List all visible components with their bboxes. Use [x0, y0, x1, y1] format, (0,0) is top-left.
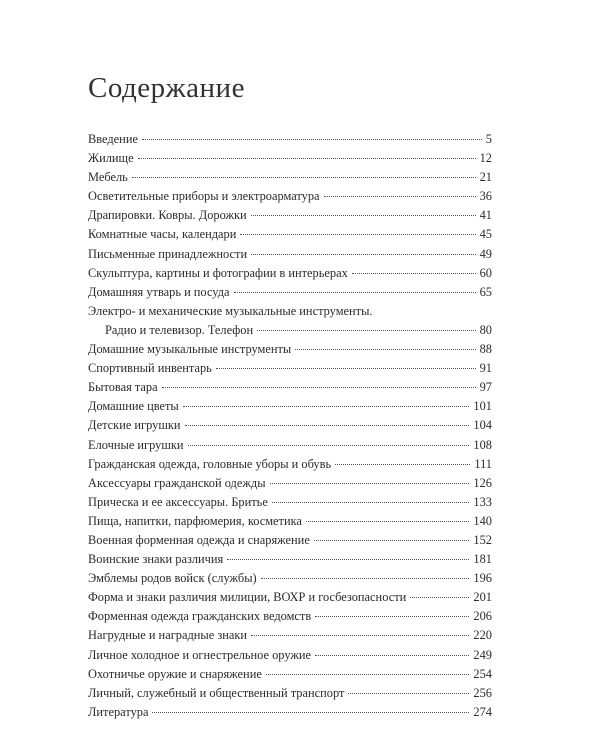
dot-leader	[162, 387, 476, 388]
toc-entry-page: 36	[479, 189, 492, 204]
toc-entry-page: 101	[473, 399, 492, 414]
dot-leader	[138, 158, 476, 159]
toc-entry-page: 91	[479, 361, 492, 376]
toc-entry-label: Военная форменная одежда и снаряжение	[88, 532, 310, 547]
toc-entry-page: 206	[473, 609, 492, 624]
toc-entry[interactable]	[88, 225, 492, 244]
toc-entry-label: Осветительные приборы и электроарматура	[88, 189, 320, 204]
toc-entry-label: Аксессуары гражданской одежды	[88, 475, 266, 490]
toc-entry-page: 220	[473, 628, 492, 643]
toc-entry-label: Пища, напитки, парфюмерия, косметика	[88, 513, 302, 528]
toc-entry-label: Прическа и ее аксессуары. Бритье	[88, 494, 268, 509]
dot-leader	[251, 635, 469, 636]
dot-leader	[314, 540, 470, 541]
dot-leader	[324, 196, 476, 197]
toc-entry-page: 97	[479, 380, 492, 395]
toc-entry-page: 60	[479, 265, 492, 280]
toc-entry[interactable]	[88, 397, 492, 416]
toc-entry-page: 65	[479, 284, 492, 299]
toc-entry-page: 140	[473, 513, 492, 528]
dot-leader	[257, 330, 475, 331]
table-of-contents	[88, 130, 492, 722]
toc-entry-label: Письменные принадлежности	[88, 246, 248, 261]
toc-entry-label: Бытовая тара	[88, 380, 158, 395]
toc-entry-label: Спортивный инвентарь	[88, 361, 212, 376]
toc-entry-label-line1: Электро- и механические музыкальные инструменты.	[88, 303, 373, 318]
toc-entry[interactable]	[88, 302, 492, 340]
toc-entry-page: 249	[473, 647, 492, 662]
toc-entry-page: 181	[473, 552, 492, 567]
dot-leader	[240, 234, 475, 235]
toc-entry-page: 126	[473, 475, 492, 490]
toc-entry-page: 196	[473, 571, 492, 586]
toc-entry-page: 45	[479, 227, 492, 242]
toc-entry[interactable]	[88, 512, 492, 531]
toc-entry[interactable]	[88, 646, 492, 665]
toc-entry[interactable]	[88, 569, 492, 588]
dot-leader	[348, 693, 469, 694]
dot-leader	[216, 368, 476, 369]
toc-entry[interactable]	[88, 550, 492, 569]
toc-entry[interactable]	[88, 283, 492, 302]
toc-entry-label: Драпировки. Ковры. Дорожки	[88, 208, 247, 223]
toc-entry-label: Личное холодное и огнестрельное оружие	[88, 647, 312, 662]
toc-entry[interactable]	[88, 206, 492, 225]
toc-entry-label: Нагрудные и наградные знаки	[88, 628, 248, 643]
toc-entry-page: 49	[479, 246, 492, 261]
toc-entry-label: Форменная одежда гражданских ведомств	[88, 609, 312, 624]
toc-entry-label: Литература	[88, 704, 149, 719]
toc-entry-page: 104	[473, 418, 492, 433]
dot-leader	[251, 254, 476, 255]
dot-leader	[185, 425, 470, 426]
dot-leader	[306, 521, 469, 522]
toc-entry-page: 21	[479, 170, 492, 185]
toc-entry-label: Личный, служебный и общественный транспорт	[88, 685, 345, 700]
toc-entry-label-line2: Радио и телевизор. Телефон	[105, 322, 254, 337]
toc-entry-page: 256	[473, 685, 492, 700]
toc-entry[interactable]	[88, 474, 492, 493]
toc-entry-label: Скульптура, картины и фотографии в интерьерах	[88, 265, 348, 280]
toc-entry[interactable]	[88, 684, 492, 703]
toc-entry-page: 152	[473, 532, 492, 547]
toc-entry-page: 88	[479, 342, 492, 357]
toc-entry-label: Жилище	[88, 151, 134, 166]
dot-leader	[272, 502, 470, 503]
toc-entry-label: Охотничье оружие и снаряжение	[88, 666, 262, 681]
toc-entry[interactable]	[88, 703, 492, 722]
toc-entry-label: Мебель	[88, 170, 128, 185]
dot-leader	[352, 273, 476, 274]
toc-entry-label: Введение	[88, 132, 138, 146]
toc-entry-label: Детские игрушки	[88, 418, 181, 433]
dot-leader	[183, 406, 470, 407]
dot-leader	[410, 597, 469, 598]
toc-entry[interactable]	[88, 378, 492, 397]
toc-entry[interactable]	[88, 340, 492, 359]
toc-entry[interactable]	[88, 436, 492, 455]
toc-entry[interactable]	[88, 149, 492, 168]
dot-leader	[266, 674, 470, 675]
dot-leader	[261, 578, 470, 579]
toc-entry-label: Домашние цветы	[88, 399, 179, 414]
toc-entry-label: Гражданская одежда, головные уборы и обувь	[88, 456, 332, 471]
toc-entry[interactable]	[88, 187, 492, 206]
toc-entry-page: 108	[473, 437, 492, 452]
dot-leader	[152, 712, 469, 713]
page-title: Содержание	[88, 72, 245, 104]
toc-entry-page: 41	[479, 208, 492, 223]
toc-entry[interactable]	[88, 665, 492, 684]
toc-entry-page: 5	[485, 132, 492, 146]
toc-entry-label: Домашние музыкальные инструменты	[88, 342, 292, 357]
toc-entry[interactable]	[88, 264, 492, 283]
toc-entry-page: 12	[479, 151, 492, 166]
dot-leader	[227, 559, 469, 560]
toc-entry[interactable]	[88, 626, 492, 645]
dot-leader	[188, 445, 470, 446]
toc-entry-label: Комнатные часы, календари	[88, 227, 237, 242]
toc-entry[interactable]	[88, 416, 492, 435]
toc-entry-label: Воинские знаки различия	[88, 552, 224, 567]
toc-entry-label: Домашняя утварь и посуда	[88, 284, 230, 299]
toc-entry-page: 274	[473, 704, 492, 719]
toc-entry[interactable]	[88, 588, 492, 607]
toc-entry[interactable]	[88, 359, 492, 378]
dot-leader	[142, 139, 482, 140]
toc-entry[interactable]	[88, 245, 492, 264]
toc-entry-label: Эмблемы родов войск (службы)	[88, 571, 257, 586]
toc-entry[interactable]	[88, 493, 492, 512]
toc-entry-label: Форма и знаки различия милиции, ВОХР и госбезопасности	[88, 590, 407, 605]
toc-entry[interactable]	[88, 531, 492, 550]
dot-leader	[315, 616, 469, 617]
toc-entry-page: 254	[473, 666, 492, 681]
toc-entry-page: 201	[473, 590, 492, 605]
toc-entry-label: Елочные игрушки	[88, 437, 184, 452]
dot-leader	[335, 464, 470, 465]
dot-leader	[270, 483, 470, 484]
dot-leader	[251, 215, 476, 216]
dot-leader	[234, 292, 476, 293]
dot-leader	[132, 177, 476, 178]
toc-entry-page: 111	[474, 456, 492, 471]
toc-entry[interactable]	[88, 168, 492, 187]
toc-entry-page: 80	[479, 322, 492, 337]
dot-leader	[315, 655, 469, 656]
dot-leader	[295, 349, 475, 350]
toc-entry[interactable]	[88, 130, 492, 149]
toc-entry[interactable]	[88, 607, 492, 626]
toc-entry-page: 133	[473, 494, 492, 509]
toc-entry[interactable]	[88, 455, 492, 474]
